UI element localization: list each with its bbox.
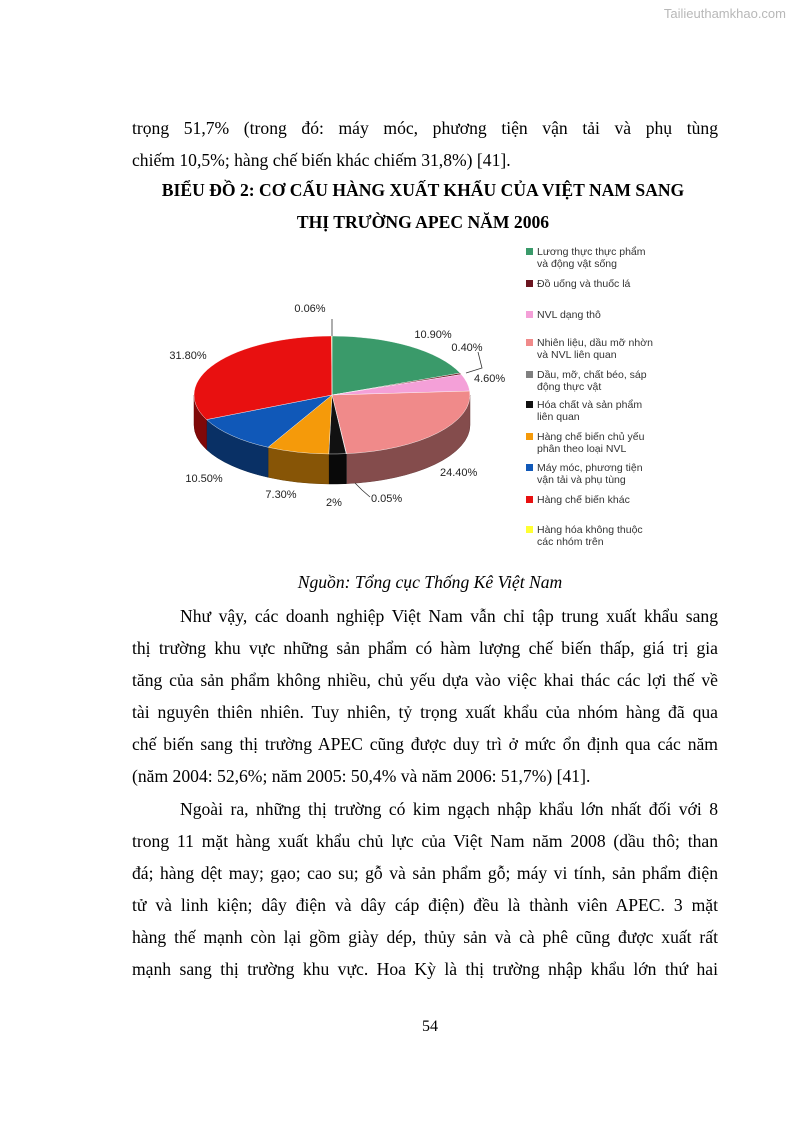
legend-swatch-6 (526, 433, 533, 440)
pie-label-9: 0.06% (294, 303, 326, 315)
para2-line-6: mạnh sang thị trường khu vực. Hoa Kỳ là thị trường nhập khẩu lớn thứ hai (132, 959, 718, 979)
watermark: Tailieuthamkhao.com (663, 6, 786, 21)
pie-label-3: 24.40% (440, 467, 478, 479)
para2-line-3: đá; hàng dệt may; gạo; cao su; gỗ và sản phẩm gỗ; máy vi tính, sản phẩm điện (132, 863, 718, 883)
chart-title-line-1: BIỂU ĐỒ 2: CƠ CẤU HÀNG XUẤT KHẨU CỦA VIỆT NAM SANG (161, 180, 685, 200)
pie-label-6: 7.30% (265, 489, 297, 501)
legend-swatch-1 (526, 280, 533, 287)
legend-label-7-0: Máy móc, phương tiện (537, 462, 643, 474)
legend-label-9-1: các nhóm trên (537, 536, 604, 548)
legend-swatch-9 (526, 526, 533, 533)
para1-line-2: thị trường khu vực những sản phẩm có hàm lượng chế biến thấp, giá trị gia (132, 638, 718, 658)
legend-label-0-0: Lương thực thực phẩm (537, 246, 646, 258)
legend-label-9-0: Hàng hóa không thuộc (537, 524, 643, 536)
page-number: 54 (422, 1018, 438, 1035)
legend-swatch-8 (526, 496, 533, 503)
legend-swatch-4 (526, 371, 533, 378)
pie-label-4: 0.05% (371, 493, 403, 505)
legend-swatch-5 (526, 401, 533, 408)
legend-label-5-1: liên quan (537, 411, 580, 423)
para1-line-3: tăng của sản phẩm không nhiều, chủ yếu dựa vào việc khai thác các lợi thế về (132, 670, 718, 690)
legend-label-3-1: và NVL liên quan (537, 349, 617, 361)
legend-swatch-0 (526, 248, 533, 255)
legend-label-7-1: vận tải và phụ tùng (537, 474, 626, 486)
pie-label-5: 2% (326, 497, 342, 509)
pie-depth-5 (329, 454, 346, 484)
pie-legend (526, 246, 653, 548)
pie-label-extra: 10.90% (414, 329, 452, 341)
pie-label-8: 31.80% (169, 350, 207, 362)
legend-label-2-0: NVL dạng thô (537, 309, 601, 321)
legend-swatch-2 (526, 311, 533, 318)
para1-line-1: Như vậy, các doanh nghiệp Việt Nam vẫn chỉ tập trung xuất khẩu sang (180, 606, 718, 626)
para2-line-5: hàng thế mạnh còn lại gồm giày dép, thủy sản và cà phê cũng được xuất rất (132, 927, 718, 947)
legend-label-6-0: Hàng chế biến chủ yếu (537, 431, 645, 443)
pie-chart (150, 240, 690, 565)
legend-label-6-1: phân theo loại NVL (537, 443, 627, 455)
para1-line-5: chế biến sang thị trường APEC cũng được duy trì ở mức ổn định qua các năm (132, 734, 718, 754)
pie-label-7: 10.50% (185, 473, 223, 485)
legend-label-0-1: và động vật sống (537, 258, 617, 270)
pie-top (194, 336, 470, 454)
legend-label-5-0: Hóa chất và sản phẩm (537, 399, 643, 411)
chart-source: Nguồn: Tổng cục Thống Kê Việt Nam (297, 572, 563, 592)
pie-label-2: 4.60% (474, 373, 506, 385)
legend-swatch-7 (526, 464, 533, 471)
legend-label-8-0: Hàng chế biến khác (537, 494, 630, 506)
para2-line-1: Ngoài ra, những thị trường có kim ngạch nhập khẩu lớn nhất đối với 8 (180, 799, 718, 819)
leader-line-1 (466, 352, 482, 373)
para1-line-4: tài nguyên thiên nhiên. Tuy nhiên, tỷ trọng xuất khẩu của nhóm hàng đã qua (132, 702, 718, 722)
intro-line-2: chiếm 10,5%; hàng chế biến khác chiếm 31,8%) [41]. (132, 150, 511, 170)
pie-label-1: 0.40% (451, 342, 483, 354)
legend-label-1-0: Đồ uống và thuốc lá (537, 278, 631, 290)
intro-line-1: trọng 51,7% (trong đó: máy móc, phương tiện vận tải và phụ tùng (132, 118, 718, 138)
para1-line-6: (năm 2004: 52,6%; năm 2005: 50,4% và năm 2006: 51,7%) [41]. (132, 766, 591, 786)
legend-swatch-3 (526, 339, 533, 346)
legend-label-4-1: động thực vật (537, 381, 602, 393)
legend-label-3-0: Nhiên liệu, dầu mỡ nhờn (537, 337, 653, 349)
para2-line-2: trong 11 mặt hàng xuất khẩu chủ lực của Việt Nam năm 2008 (dầu thô; than (132, 831, 718, 851)
leader-line-3 (355, 483, 370, 497)
chart-title-line-2: THỊ TRƯỜNG APEC NĂM 2006 (296, 212, 550, 232)
para2-line-4: tử và linh kiện; dây điện và dây cáp điện) đều là thành viên APEC. 3 mặt (132, 895, 718, 915)
legend-label-4-0: Dầu, mỡ, chất béo, sáp (537, 369, 647, 381)
